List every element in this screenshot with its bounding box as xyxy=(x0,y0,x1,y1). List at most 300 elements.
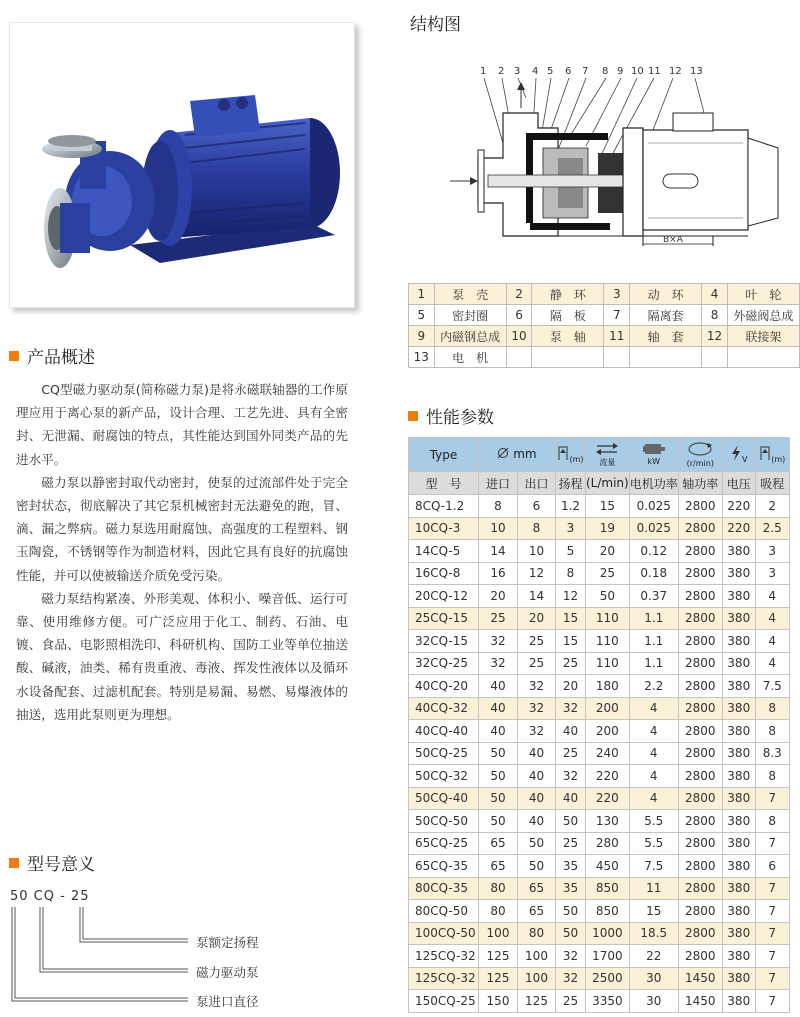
cell-suction: 7 xyxy=(755,990,789,1013)
cell-motor-power: 0.37 xyxy=(629,585,678,608)
motor-power-header xyxy=(629,438,678,472)
cell-outlet: 100 xyxy=(518,945,556,968)
col-shaft-power: 轴功率 xyxy=(678,472,722,495)
cell-motor-power: 30 xyxy=(629,990,678,1013)
cell-shaft-power: 2800 xyxy=(678,607,722,630)
part-number-cell: 2 xyxy=(506,284,532,305)
table-row xyxy=(409,787,790,810)
part-number: 3 xyxy=(514,66,521,77)
cell-shaft-power: 2800 xyxy=(678,810,722,833)
table-row xyxy=(409,967,790,990)
cell-head: 32 xyxy=(556,945,586,968)
cell-voltage: 380 xyxy=(722,652,755,675)
part-name-cell: 密封圈 xyxy=(434,305,506,326)
part-name-cell: 叶 轮 xyxy=(727,284,799,305)
cell-flow: 110 xyxy=(586,630,630,653)
col-model: 型 号 xyxy=(409,472,479,495)
head-arrow-icon xyxy=(557,445,569,464)
cell-suction: 4 xyxy=(755,630,789,653)
cell-outlet: 40 xyxy=(518,810,556,833)
parts-row xyxy=(409,305,800,326)
cell-outlet: 32 xyxy=(518,720,556,743)
cell-suction: 8 xyxy=(755,697,789,720)
cell-voltage: 380 xyxy=(722,832,755,855)
col-outlet: 出口 xyxy=(518,472,556,495)
table-row xyxy=(409,652,790,675)
performance-table xyxy=(408,437,790,1013)
cell-model: 40CQ-40 xyxy=(409,720,479,743)
cell-inlet: 65 xyxy=(479,832,518,855)
orange-square-bullet-icon xyxy=(408,411,418,421)
cell-flow: 450 xyxy=(586,855,630,878)
performance-title: 性能参数 xyxy=(426,408,494,428)
model-meaning-title: 型号意义 xyxy=(27,855,95,875)
part-name-cell: 静 环 xyxy=(532,284,604,305)
parts-table xyxy=(408,283,800,368)
part-number-cell: 6 xyxy=(506,305,532,326)
cell-voltage: 380 xyxy=(722,540,755,563)
cell-shaft-power: 2800 xyxy=(678,945,722,968)
suction-unit: (m) xyxy=(771,455,786,464)
rotation-icon xyxy=(687,441,713,460)
cell-outlet: 20 xyxy=(518,607,556,630)
cell-model: 65CQ-35 xyxy=(409,855,479,878)
cell-model: 14CQ-5 xyxy=(409,540,479,563)
part-name-cell xyxy=(727,347,799,368)
cell-flow: 110 xyxy=(586,652,630,675)
parts-row xyxy=(409,284,800,305)
table-row xyxy=(409,675,790,698)
cell-model: 10CQ-3 xyxy=(409,517,479,540)
cell-outlet: 25 xyxy=(518,630,556,653)
cell-inlet: 40 xyxy=(479,697,518,720)
cell-head: 15 xyxy=(556,630,586,653)
part-name-cell: 隔 板 xyxy=(532,305,604,326)
cell-shaft-power: 2800 xyxy=(678,562,722,585)
flow-caption: 流量 xyxy=(599,458,616,467)
table-row xyxy=(409,990,790,1013)
part-number: 7 xyxy=(582,66,589,77)
model-label-inlet: 泵进口直径 xyxy=(196,994,259,1009)
cell-model: 20CQ-12 xyxy=(409,585,479,608)
cell-motor-power: 2.2 xyxy=(629,675,678,698)
cell-outlet: 100 xyxy=(518,967,556,990)
cell-suction: 8 xyxy=(755,765,789,788)
parts-row xyxy=(409,347,800,368)
cell-voltage: 380 xyxy=(722,720,755,743)
diameter-icon xyxy=(497,447,509,462)
part-number: 13 xyxy=(690,66,703,77)
cell-inlet: 14 xyxy=(479,540,518,563)
cell-voltage: 380 xyxy=(722,945,755,968)
product-photo xyxy=(9,22,355,308)
cell-outlet: 40 xyxy=(518,765,556,788)
cell-head: 3 xyxy=(556,517,586,540)
cell-motor-power: 1.1 xyxy=(629,607,678,630)
cell-motor-power: 0.12 xyxy=(629,540,678,563)
table-row xyxy=(409,855,790,878)
part-name-cell: 内磁钢总成 xyxy=(434,326,506,347)
cell-voltage: 380 xyxy=(722,922,755,945)
cell-outlet: 32 xyxy=(518,675,556,698)
part-name-cell: 动 环 xyxy=(630,284,702,305)
col-inlet: 进口 xyxy=(479,472,518,495)
cell-model: 150CQ-25 xyxy=(409,990,479,1013)
model-code: 50 CQ - 25 xyxy=(10,889,90,904)
cell-suction: 8 xyxy=(755,720,789,743)
cell-voltage: 380 xyxy=(722,765,755,788)
cell-motor-power: 4 xyxy=(629,697,678,720)
cell-head: 50 xyxy=(556,900,586,923)
speed-header xyxy=(678,438,722,472)
cell-suction: 2.5 xyxy=(755,517,789,540)
cell-voltage: 380 xyxy=(722,630,755,653)
cell-suction: 8 xyxy=(755,810,789,833)
cell-shaft-power: 2800 xyxy=(678,787,722,810)
cell-outlet: 80 xyxy=(518,922,556,945)
part-name-cell: 电 机 xyxy=(434,347,506,368)
cell-shaft-power: 2800 xyxy=(678,877,722,900)
cell-model: 50CQ-40 xyxy=(409,787,479,810)
part-name-cell: 泵 轴 xyxy=(532,326,604,347)
cell-shaft-power: 2800 xyxy=(678,675,722,698)
cell-suction: 7 xyxy=(755,877,789,900)
cell-shaft-power: 2800 xyxy=(678,585,722,608)
cell-suction: 7 xyxy=(755,900,789,923)
part-name-cell: 隔离套 xyxy=(630,305,702,326)
cell-flow: 180 xyxy=(586,675,630,698)
col-motor-power: 电机功率 xyxy=(629,472,678,495)
cell-suction: 4 xyxy=(755,585,789,608)
cell-voltage: 220 xyxy=(722,495,755,518)
cell-head: 20 xyxy=(556,675,586,698)
table-row xyxy=(409,607,790,630)
cell-motor-power: 7.5 xyxy=(629,855,678,878)
cell-head: 25 xyxy=(556,742,586,765)
cell-shaft-power: 2800 xyxy=(678,720,722,743)
cell-inlet: 125 xyxy=(479,967,518,990)
cell-inlet: 80 xyxy=(479,877,518,900)
col-head: 扬程 xyxy=(556,472,586,495)
head-unit: (m) xyxy=(569,455,584,464)
cell-suction: 7 xyxy=(755,945,789,968)
cell-outlet: 14 xyxy=(518,585,556,608)
cell-suction: 4 xyxy=(755,607,789,630)
cell-model: 40CQ-32 xyxy=(409,697,479,720)
part-number: 9 xyxy=(617,66,624,77)
cell-shaft-power: 2800 xyxy=(678,630,722,653)
orange-square-bullet-icon xyxy=(9,858,19,868)
cell-voltage: 380 xyxy=(722,990,755,1013)
part-number: 12 xyxy=(669,66,682,77)
col-voltage: 电压 xyxy=(722,472,755,495)
cell-motor-power: 18.5 xyxy=(629,922,678,945)
overview-paragraph: CQ型磁力驱动泵(简称磁力泵)是将永磁联轴器的工作原理应用于离心泵的新产品，设计合理、工艺先进、具有全密封、无泄漏、耐腐蚀的特点，其性能达到国外同类产品的先进水平。 xyxy=(16,382,348,467)
cell-inlet: 32 xyxy=(479,630,518,653)
part-number-cell: 4 xyxy=(702,284,728,305)
cell-inlet: 40 xyxy=(479,720,518,743)
cell-suction: 6 xyxy=(755,855,789,878)
cell-flow: 20 xyxy=(586,540,630,563)
cell-shaft-power: 2800 xyxy=(678,922,722,945)
cell-model: 125CQ-32 xyxy=(409,945,479,968)
overview-paragraph: 磁力泵以静密封取代动密封，使泵的过流部件处于完全密封状态，彻底解决了其它泵机械密封无法避免的跑，冒、滴、漏之弊病。磁力泵选用耐腐蚀、高强度的工程塑料、钢玉陶瓷，不锈钢等作为制造材料，因此它具有良好的抗腐蚀性能，并可以使被输送介质免受污染。 xyxy=(16,474,348,583)
cell-model: 80CQ-35 xyxy=(409,877,479,900)
performance-icon-header-row xyxy=(409,438,790,472)
cell-head: 25 xyxy=(556,832,586,855)
orange-square-bullet-icon xyxy=(9,351,19,361)
cell-outlet: 6 xyxy=(518,495,556,518)
cell-head: 5 xyxy=(556,540,586,563)
cell-flow: 240 xyxy=(586,742,630,765)
part-number-cell: 8 xyxy=(702,305,728,326)
cell-inlet: 50 xyxy=(479,787,518,810)
part-number-cell: 10 xyxy=(506,326,532,347)
cell-shaft-power: 2800 xyxy=(678,652,722,675)
cell-flow: 850 xyxy=(586,900,630,923)
part-number-cell xyxy=(604,347,630,368)
part-name-cell xyxy=(532,347,604,368)
cell-flow: 220 xyxy=(586,765,630,788)
part-number: 1 xyxy=(480,66,487,77)
cell-outlet: 8 xyxy=(518,517,556,540)
part-number: 2 xyxy=(498,66,505,77)
suction-header xyxy=(755,438,789,472)
cell-model: 80CQ-50 xyxy=(409,900,479,923)
cell-inlet: 50 xyxy=(479,742,518,765)
cell-voltage: 380 xyxy=(722,787,755,810)
cell-outlet: 65 xyxy=(518,877,556,900)
cell-shaft-power: 2800 xyxy=(678,855,722,878)
part-number-cell: 1 xyxy=(409,284,435,305)
cell-flow: 280 xyxy=(586,832,630,855)
cell-voltage: 380 xyxy=(722,562,755,585)
cell-flow: 220 xyxy=(586,787,630,810)
performance-heading xyxy=(408,403,494,428)
cell-model: 40CQ-20 xyxy=(409,675,479,698)
cell-voltage: 380 xyxy=(722,900,755,923)
cell-outlet: 65 xyxy=(518,900,556,923)
cell-motor-power: 0.025 xyxy=(629,517,678,540)
cell-voltage: 380 xyxy=(722,697,755,720)
cell-inlet: 150 xyxy=(479,990,518,1013)
cell-head: 1.2 xyxy=(556,495,586,518)
cell-head: 15 xyxy=(556,607,586,630)
cell-head: 25 xyxy=(556,990,586,1013)
cell-outlet: 32 xyxy=(518,697,556,720)
cell-shaft-power: 2800 xyxy=(678,742,722,765)
cell-inlet: 8 xyxy=(479,495,518,518)
cell-motor-power: 4 xyxy=(629,765,678,788)
part-name-cell: 联接架 xyxy=(727,326,799,347)
cell-head: 35 xyxy=(556,855,586,878)
cell-model: 125CQ-32 xyxy=(409,967,479,990)
cell-inlet: 16 xyxy=(479,562,518,585)
table-row xyxy=(409,697,790,720)
cell-flow: 2500 xyxy=(586,967,630,990)
cell-model: 8CQ-1.2 xyxy=(409,495,479,518)
part-name-cell: 外磁阀总成 xyxy=(727,305,799,326)
table-row xyxy=(409,562,790,585)
flow-arrows-icon xyxy=(595,442,619,459)
cell-motor-power: 0.18 xyxy=(629,562,678,585)
table-row xyxy=(409,742,790,765)
part-number-cell xyxy=(702,347,728,368)
cell-outlet: 125 xyxy=(518,990,556,1013)
type-header: Type xyxy=(409,438,479,472)
cell-flow: 1700 xyxy=(586,945,630,968)
cell-inlet: 50 xyxy=(479,765,518,788)
cell-flow: 200 xyxy=(586,720,630,743)
cell-flow: 200 xyxy=(586,697,630,720)
cell-suction: 3 xyxy=(755,540,789,563)
cell-shaft-power: 1450 xyxy=(678,990,722,1013)
cell-shaft-power: 2800 xyxy=(678,517,722,540)
cell-flow: 3350 xyxy=(586,990,630,1013)
cell-motor-power: 4 xyxy=(629,787,678,810)
flow-header xyxy=(586,438,630,472)
table-row xyxy=(409,877,790,900)
cell-shaft-power: 2800 xyxy=(678,495,722,518)
cell-outlet: 40 xyxy=(518,742,556,765)
part-number-cell: 3 xyxy=(604,284,630,305)
dimension-label: B×A xyxy=(663,235,683,245)
cell-shaft-power: 2800 xyxy=(678,765,722,788)
part-number: 8 xyxy=(602,66,609,77)
cell-suction: 8.3 xyxy=(755,742,789,765)
structure-diagram xyxy=(408,58,788,258)
cell-inlet: 100 xyxy=(479,922,518,945)
cell-suction: 7 xyxy=(755,922,789,945)
cell-model: 50CQ-32 xyxy=(409,765,479,788)
cell-motor-power: 1.1 xyxy=(629,630,678,653)
cell-voltage: 380 xyxy=(722,877,755,900)
table-row xyxy=(409,517,790,540)
cell-motor-power: 11 xyxy=(629,877,678,900)
cell-inlet: 50 xyxy=(479,810,518,833)
diameter-header xyxy=(479,438,556,472)
pump-illustration xyxy=(10,23,354,307)
overview-heading xyxy=(9,343,95,368)
cell-shaft-power: 2800 xyxy=(678,697,722,720)
model-meaning-heading xyxy=(9,850,95,875)
table-row xyxy=(409,765,790,788)
suction-arrow-icon xyxy=(759,445,771,464)
part-number-cell xyxy=(506,347,532,368)
cell-head: 35 xyxy=(556,877,586,900)
head-header xyxy=(556,438,586,472)
cell-suction: 7 xyxy=(755,832,789,855)
cell-suction: 4 xyxy=(755,652,789,675)
table-row xyxy=(409,495,790,518)
cell-flow: 50 xyxy=(586,585,630,608)
cell-shaft-power: 2800 xyxy=(678,540,722,563)
cell-voltage: 380 xyxy=(722,607,755,630)
performance-label-header-row xyxy=(409,472,790,495)
overview-text xyxy=(16,378,348,726)
cell-model: 50CQ-50 xyxy=(409,810,479,833)
table-row xyxy=(409,585,790,608)
cell-motor-power: 4 xyxy=(629,742,678,765)
cell-outlet: 40 xyxy=(518,787,556,810)
col-flow: (L/min) xyxy=(586,472,630,495)
table-row xyxy=(409,922,790,945)
cell-suction: 7.5 xyxy=(755,675,789,698)
cell-head: 25 xyxy=(556,652,586,675)
part-number-cell: 12 xyxy=(702,326,728,347)
table-row xyxy=(409,540,790,563)
parts-row xyxy=(409,326,800,347)
part-number: 6 xyxy=(565,66,572,77)
overview-paragraph: 磁力泵结构紧凑、外形美观、体积小、噪音低、运行可靠、使用维修方便。可广泛应用于化工、制药、石油、电镀、食品、电影照相洗印、科研机构、国防工业等单位抽送酸、碱液，油类、稀有贵重液、毒液、挥发性液体以及循环水设备配套、过滤机配套。特别是易漏、易燃、易爆液体的抽送，选用此泵则更为理想。 xyxy=(16,590,348,722)
diameter-unit: mm xyxy=(513,447,537,461)
voltage-header xyxy=(722,438,755,472)
cell-voltage: 380 xyxy=(722,810,755,833)
table-row xyxy=(409,720,790,743)
table-row xyxy=(409,832,790,855)
table-row xyxy=(409,945,790,968)
cell-model: 32CQ-25 xyxy=(409,652,479,675)
model-label-head: 泵额定扬程 xyxy=(196,935,259,950)
cell-motor-power: 5.5 xyxy=(629,832,678,855)
lightning-icon xyxy=(730,445,742,464)
part-number-cell: 11 xyxy=(604,326,630,347)
cell-outlet: 50 xyxy=(518,855,556,878)
cell-model: 32CQ-15 xyxy=(409,630,479,653)
cell-shaft-power: 1450 xyxy=(678,967,722,990)
cell-shaft-power: 2800 xyxy=(678,900,722,923)
cell-head: 32 xyxy=(556,697,586,720)
cell-head: 32 xyxy=(556,967,586,990)
cell-head: 8 xyxy=(556,562,586,585)
part-name-cell: 轴 套 xyxy=(630,326,702,347)
cell-flow: 19 xyxy=(586,517,630,540)
cell-inlet: 25 xyxy=(479,607,518,630)
part-number-cell: 13 xyxy=(409,347,435,368)
part-number-cell: 7 xyxy=(604,305,630,326)
cell-head: 12 xyxy=(556,585,586,608)
cell-suction: 7 xyxy=(755,967,789,990)
cell-inlet: 32 xyxy=(479,652,518,675)
cell-suction: 2 xyxy=(755,495,789,518)
cell-inlet: 80 xyxy=(479,900,518,923)
cell-head: 32 xyxy=(556,765,586,788)
cell-suction: 7 xyxy=(755,787,789,810)
motor-icon xyxy=(642,443,666,458)
part-number: 4 xyxy=(532,66,539,77)
parts-body xyxy=(409,284,800,368)
cell-motor-power: 0.025 xyxy=(629,495,678,518)
power-unit: kW xyxy=(647,457,661,466)
cell-inlet: 65 xyxy=(479,855,518,878)
part-number: 10 xyxy=(631,66,644,77)
cell-model: 25CQ-15 xyxy=(409,607,479,630)
cell-inlet: 20 xyxy=(479,585,518,608)
cell-model: 50CQ-25 xyxy=(409,742,479,765)
cell-flow: 130 xyxy=(586,810,630,833)
cell-voltage: 380 xyxy=(722,585,755,608)
cell-motor-power: 1.1 xyxy=(629,652,678,675)
part-name-cell: 泵 壳 xyxy=(434,284,506,305)
cell-voltage: 380 xyxy=(722,675,755,698)
cell-motor-power: 30 xyxy=(629,967,678,990)
part-number-cell: 5 xyxy=(409,305,435,326)
cell-head: 40 xyxy=(556,787,586,810)
cell-flow: 110 xyxy=(586,607,630,630)
cell-flow: 1000 xyxy=(586,922,630,945)
cell-inlet: 10 xyxy=(479,517,518,540)
cell-inlet: 125 xyxy=(479,945,518,968)
